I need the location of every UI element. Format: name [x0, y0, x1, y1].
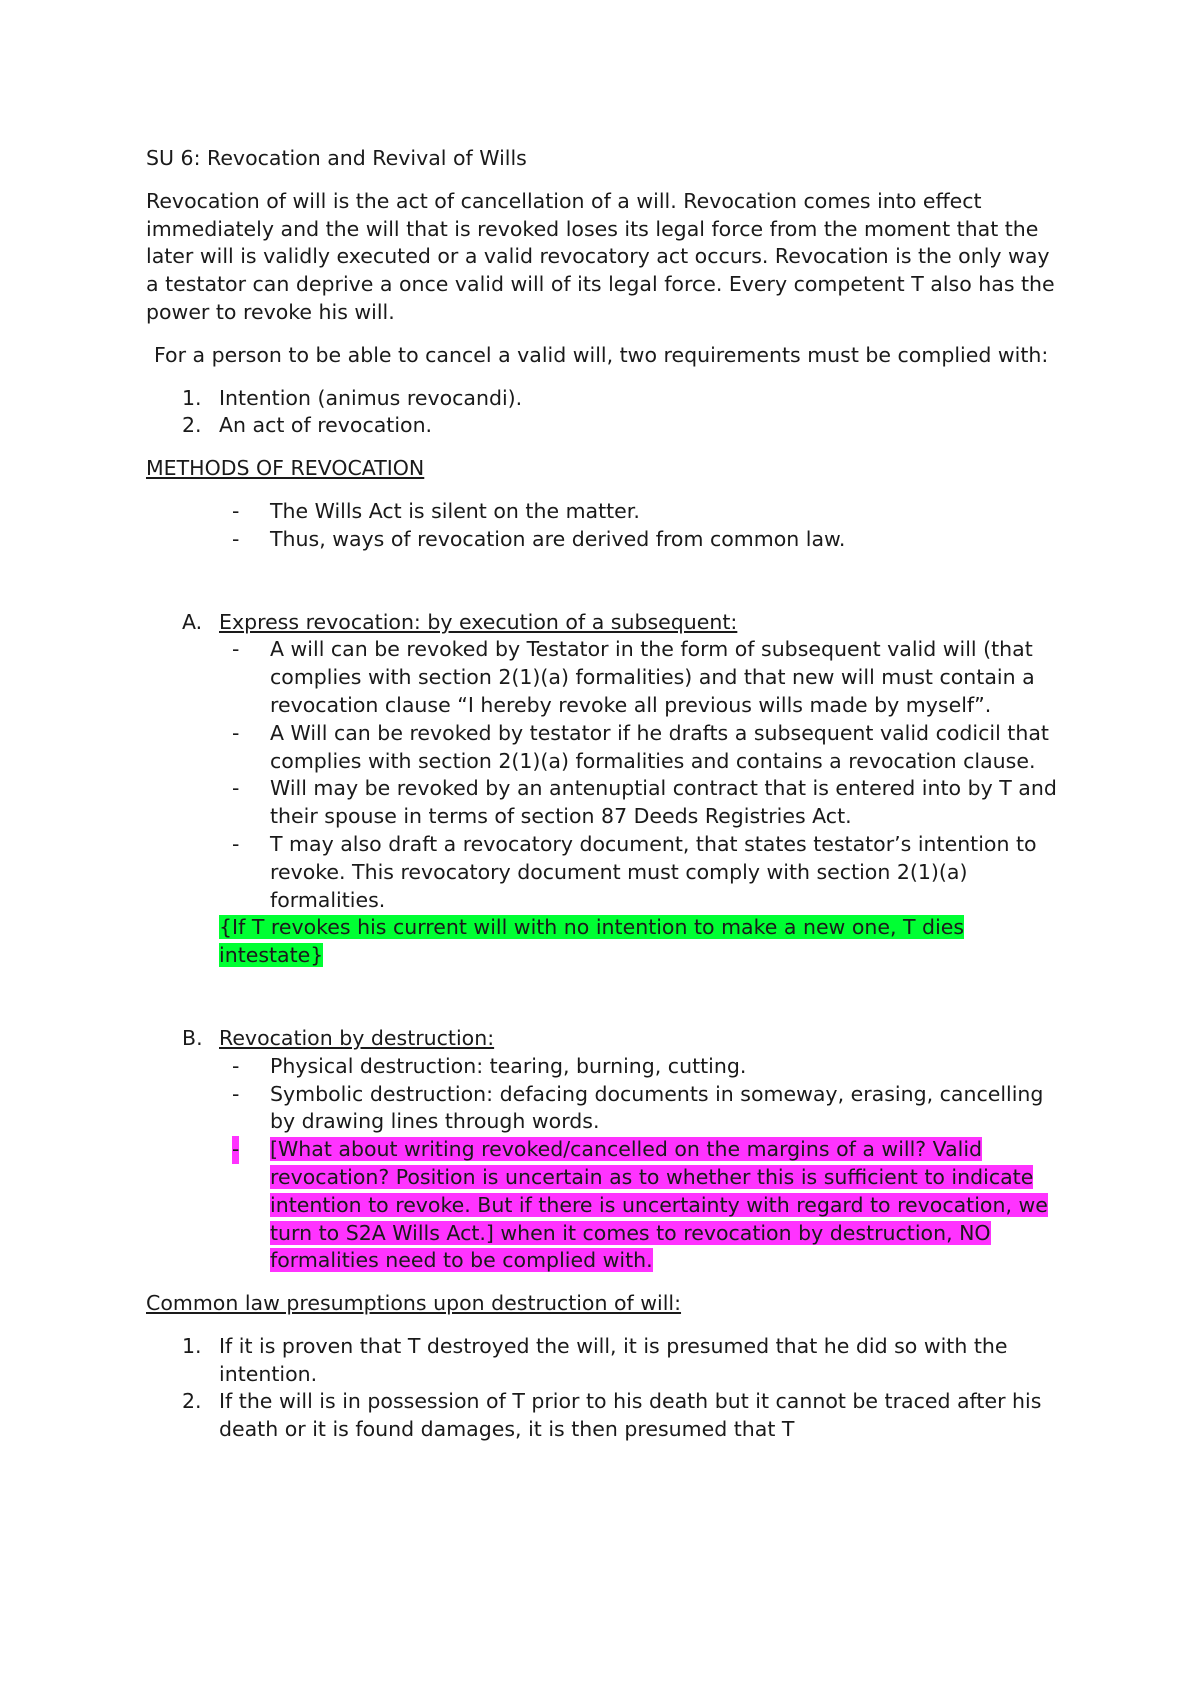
list-item-text: A will can be revoked by Testator in the form of subsequent valid will (that complies with section 2(1)(a) formalities) and that new will must contain a revocation clause “I hereby revoke all previous wills made by myself”.	[270, 637, 1035, 717]
list-item-text: A Will can be revoked by testator if he drafts a subsequent valid codicil that complies with section 2(1)(a) formalities and contains a revocation clause.	[270, 720, 1049, 773]
methods-points	[146, 498, 1066, 554]
dash-marker: -	[232, 637, 240, 662]
green-highlight-note: {If T revokes his current will with no intention to make a new one, T dies intestate}	[219, 915, 965, 968]
dash-marker: -	[232, 776, 240, 801]
list-item-text: Physical destruction: tearing, burning, cutting.	[270, 1053, 747, 1078]
list-item-text: Thus, ways of revocation are derived from common law.	[270, 526, 846, 551]
presumptions-list	[146, 1333, 1066, 1444]
dash-marker: -	[232, 1053, 240, 1078]
list-item-text: If the will is in possession of T prior to his death but it cannot be traced after his death or it is found damages, it is then presumed that T	[219, 1389, 1042, 1442]
dash-marker: -	[232, 498, 240, 523]
section-marker: B.	[182, 1025, 203, 1050]
list-item	[146, 526, 1066, 554]
list-item	[146, 831, 1066, 914]
list-marker: 2.	[182, 413, 202, 438]
presumptions-heading: Common law presumptions upon destruction of will:	[146, 1291, 682, 1316]
list-item	[146, 720, 1066, 776]
list-marker: 2.	[182, 1389, 202, 1414]
section-b	[146, 1025, 1066, 1053]
dash-marker: -	[232, 1136, 239, 1164]
green-note-wrapper	[146, 914, 1066, 970]
dash-marker: -	[232, 720, 240, 745]
requirements-list	[146, 385, 1066, 441]
dash-marker: -	[232, 831, 240, 856]
list-item	[146, 1081, 1066, 1137]
dash-marker: -	[232, 1081, 240, 1106]
list-item	[146, 498, 1066, 526]
list-item	[146, 1388, 1066, 1444]
list-item-text: T may also draft a revocatory document, that states testator’s intention to revoke. This revocatory document must comply with section 2(1)(a) formalities.	[270, 831, 1037, 912]
document-title: SU 6: Revocation and Revival of Wills	[146, 146, 527, 170]
section-a-item	[146, 609, 1066, 637]
section-a	[146, 609, 1066, 637]
list-item-text: Will may be revoked by an antenuptial contract that is entered into by T and their spouse in terms of section 87 Deeds Registries Act.	[270, 776, 1057, 829]
list-item	[146, 412, 1066, 440]
section-b-points	[146, 1053, 1066, 1275]
list-item-text: If it is proven that T destroyed the will, it is presumed that he did so with the intention.	[219, 1333, 1008, 1386]
list-item	[146, 385, 1066, 413]
section-marker: A.	[182, 609, 203, 634]
list-marker: 1.	[182, 385, 202, 410]
section-a-points	[146, 636, 1066, 914]
list-item-text: Intention (animus revocandi).	[219, 385, 523, 410]
list-item	[146, 775, 1066, 831]
list-item-text: The Wills Act is silent on the matter.	[270, 498, 640, 523]
list-item	[146, 1333, 1066, 1389]
requirements-paragraph: For a person to be able to cancel a valid will, two requirements must be complied with:	[154, 342, 1049, 367]
dash-marker: -	[232, 526, 240, 551]
document-body	[146, 145, 1066, 1459]
list-item	[146, 636, 1066, 719]
section-b-heading: Revocation by destruction:	[219, 1025, 495, 1050]
list-item	[146, 1053, 1066, 1081]
section-a-heading: Express revocation: by execution of a subsequent:	[219, 609, 738, 634]
magenta-highlight-point: [What about writing revoked/cancelled on the margins of a will? Valid revocation? Position is uncertain as to whether this is sufficient to indicate intention to revoke. But if there is uncertainty with regard to revocation, we turn to S2A Wills Act.] when it comes to revocation by destruction, NO formalities need to be complied with.	[270, 1137, 1048, 1273]
list-marker: 1.	[182, 1333, 202, 1358]
section-b-item	[146, 1025, 1066, 1053]
intro-paragraph: Revocation of will is the act of cancellation of a will. Revocation comes into effect immediately and the will that is revoked loses its legal force from the moment that the later will is validly executed or a valid revocatory act occurs. Revocation is the only way a testator can deprive a once valid will of its legal force. Every competent T also has the power to revoke his will.	[146, 188, 1055, 324]
list-item	[146, 1136, 1066, 1275]
list-item-text: An act of revocation.	[219, 413, 433, 438]
methods-heading: METHODS OF REVOCATION	[146, 456, 425, 481]
list-item-text: Symbolic destruction: defacing documents in someway, erasing, cancelling by drawing lines through words.	[270, 1081, 1044, 1134]
